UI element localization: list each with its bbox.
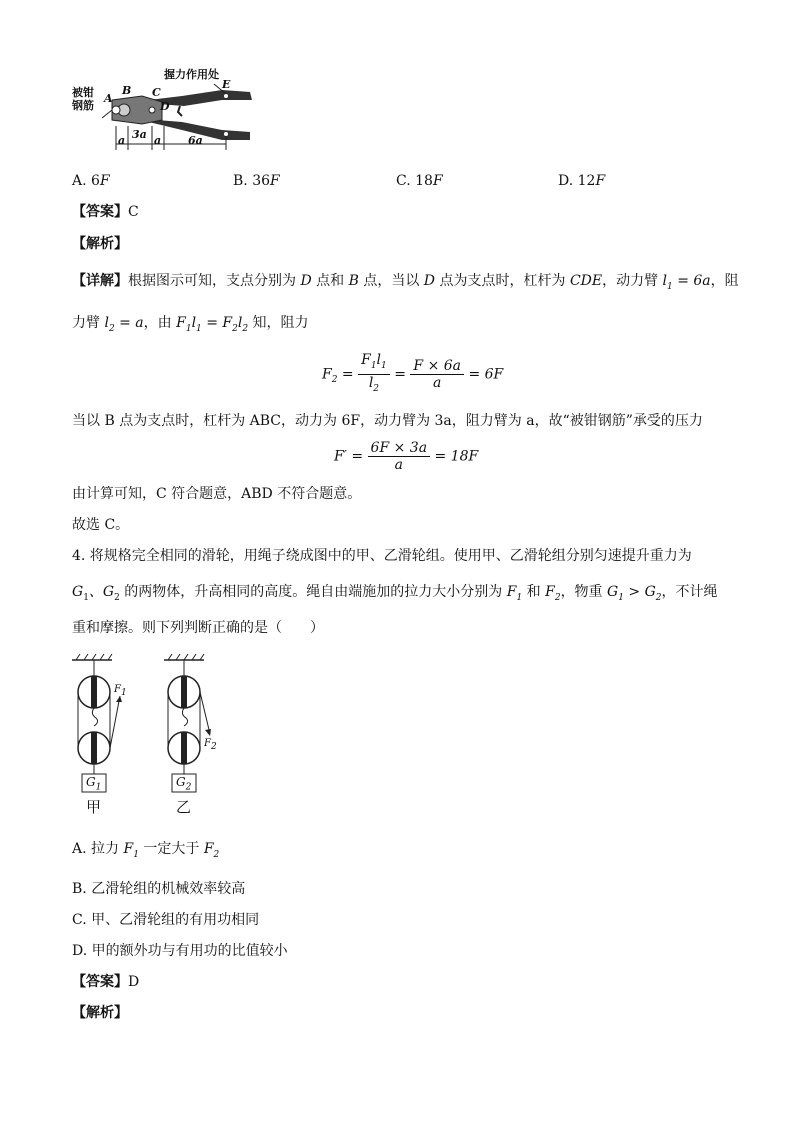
dim-3a-label: 3a	[132, 128, 147, 141]
option-value: 18	[415, 173, 433, 189]
f1-label: $F_1$	[114, 684, 127, 698]
q4-option-a	[72, 840, 219, 864]
clamped-label-line1: 被钳	[72, 86, 94, 99]
l1-value: = 6a	[677, 273, 711, 289]
q4-stem-line1: 4. 将规格完全相同的滑轮，用绳子绕成图中的甲、乙滑轮组。使用甲、乙滑轮组分别匀速提升重力为	[72, 548, 692, 564]
point-d: D	[300, 273, 312, 289]
pull-rope	[200, 692, 210, 734]
q3-detail-line3: 当以 B 点为支点时，杠杆为 ABC，动力为 6F，动力臂为 3a，阻力臂为 a，故“被钳钢筋”承受的压力	[72, 413, 703, 429]
eq-lhs: F′ =	[334, 448, 364, 465]
q4-option-d: D. 甲的额外功与有用功的比值较小	[72, 943, 288, 959]
l1-symbol: $l_1$	[662, 273, 673, 292]
option-letter: D.	[558, 173, 578, 189]
option-letter: A.	[72, 173, 92, 189]
f2-label: $F_2$	[204, 738, 217, 752]
f2: $F_2$	[203, 841, 220, 860]
fraction: $\frac{F_1l_1}{l_2}$	[358, 352, 390, 397]
q4-stem-line2: $G_1$、$G_2$ 的两物体，升高相同的高度。绳自由端施加的拉力大小分别为 $F_1$ 和 $F_2$，物重 $G_1 > G_2$，不计绳	[72, 584, 718, 603]
hook	[92, 708, 97, 726]
l2-value: = a	[119, 315, 144, 331]
q4-option-c: C. 甲、乙滑轮组的有用功相同	[72, 912, 260, 928]
option-value: 36	[252, 173, 271, 189]
q3-analysis-tag: 【解析】	[72, 236, 128, 252]
q3-detail-line4: 由计算可知，C 符合题意，ABD 不符合题意。	[72, 486, 362, 502]
pulley-axle	[91, 676, 97, 708]
q4-stem-line3: 重和摩擦。则下列判断正确的是（ ）	[72, 620, 324, 636]
text: 的两物体，升高相同的高度。绳自由端施加的拉力大小分别为	[119, 584, 507, 600]
point-d-label: D	[160, 100, 170, 113]
pull-rope	[110, 696, 120, 748]
q3-detail-line2	[72, 314, 309, 338]
pulley-figure	[66, 652, 216, 822]
l2-symbol: $l_2$	[104, 315, 115, 334]
text: 力臂	[72, 315, 105, 331]
text: 和	[522, 584, 546, 600]
point-a-label: A	[104, 92, 113, 105]
q3-answer	[72, 203, 139, 221]
pulley-diagram	[66, 652, 216, 822]
answer-value: C	[128, 204, 139, 220]
pivot-d	[149, 107, 155, 113]
option-value: 12	[577, 173, 596, 189]
lever-cde: CDE	[569, 273, 603, 289]
q3-option-c	[396, 172, 443, 190]
option-var: F	[99, 173, 110, 189]
f2l2: $F_2l_2$	[222, 315, 249, 334]
f1: $F_1$	[506, 584, 523, 603]
equation-1: $F_2$ = $\frac{F_1l_1}{l_2}$ = $\frac{F \times 6a}{a}$ = 6F	[322, 352, 503, 397]
g2: 、G	[88, 584, 115, 600]
eq-lhs: F	[322, 366, 332, 383]
answer-tag: 【答案】	[72, 204, 128, 220]
g1-label: $G_1$	[86, 775, 102, 793]
text: =	[201, 315, 223, 331]
text: 知，阻力	[248, 315, 309, 331]
denominator: l	[368, 374, 374, 391]
eq-rhs: = 18F	[434, 448, 479, 465]
answer-tag: 【答案】	[72, 974, 128, 990]
point-e-dot	[224, 94, 228, 98]
pulley-axle	[181, 676, 187, 708]
text: 点和	[311, 273, 349, 289]
ceiling-hatch	[168, 654, 204, 660]
point-d: D	[423, 273, 436, 289]
fraction: $\frac{F \times 6a}{a}$	[410, 358, 464, 391]
text: 点为支点时，杠杆为	[435, 273, 570, 289]
q4-analysis-tag: 【解析】	[72, 1005, 128, 1021]
hook	[182, 708, 187, 726]
text: A. 拉力	[72, 841, 124, 857]
f1l1: $F_1l_1$	[176, 315, 202, 334]
text: ，物重	[560, 584, 608, 600]
dim-6a-label: 6a	[188, 134, 203, 147]
option-letter: C.	[396, 173, 416, 189]
text: 一定大于	[138, 841, 204, 857]
clamped-label	[72, 86, 94, 112]
spring	[178, 106, 182, 116]
text: 点，当以	[358, 273, 424, 289]
pulley-axle	[91, 732, 97, 764]
text: ，阻	[710, 273, 739, 289]
point-b: B	[348, 273, 359, 289]
q3-detail-line5: 故选 C。	[72, 517, 130, 533]
q3-option-b	[233, 172, 280, 190]
answer-value: D	[128, 974, 140, 990]
g2-label: $G_2$	[176, 775, 192, 793]
eq-rhs: = 6F	[468, 366, 504, 383]
g1: G	[72, 584, 84, 600]
numerator: F	[361, 352, 371, 368]
pulley-axle	[181, 732, 187, 764]
rebar-circle	[112, 106, 120, 114]
option-var: F	[595, 173, 606, 189]
text: ，由	[143, 315, 177, 331]
leader-line	[102, 110, 112, 118]
dim-a-label: a	[118, 134, 126, 147]
q3-option-d	[558, 172, 605, 190]
q3-detail-line1	[72, 272, 739, 296]
option-var: F	[270, 173, 280, 189]
q3-option-a	[72, 172, 110, 190]
dim-a2-label: a	[154, 134, 162, 147]
option-letter: B.	[233, 173, 253, 189]
text: ，动力臂	[602, 273, 663, 289]
label-yi: 乙	[176, 798, 192, 816]
g1-gt-g2: $G_1 > G_2$	[607, 584, 662, 603]
equation-2	[334, 440, 478, 473]
point-e-lower-dot	[224, 132, 228, 136]
pliers-figure	[72, 66, 262, 156]
option-var: F	[432, 173, 443, 189]
text: 根据图示可知，支点分别为	[128, 273, 301, 289]
q4-option-b: B. 乙滑轮组的机械效率较高	[72, 881, 246, 897]
clamped-label-line2: 钢筋	[72, 99, 94, 112]
ceiling-hatch	[76, 654, 112, 660]
point-b-label: B	[122, 84, 132, 97]
point-c-label: C	[152, 86, 161, 99]
text: ，不计绳	[661, 584, 718, 600]
fraction: $\frac{6F \times 3a}{a}$	[368, 440, 431, 473]
f1: $F_1$	[123, 841, 139, 860]
detail-tag: 【详解】	[72, 273, 128, 289]
arrow-f2	[205, 729, 211, 736]
option-value: 6	[91, 173, 100, 189]
label-jia: 甲	[86, 798, 102, 816]
q4-answer	[72, 973, 139, 991]
point-e-label: E	[222, 78, 231, 91]
grip-label: 握力作用处	[164, 68, 219, 81]
f2: $F_2$	[545, 584, 561, 603]
